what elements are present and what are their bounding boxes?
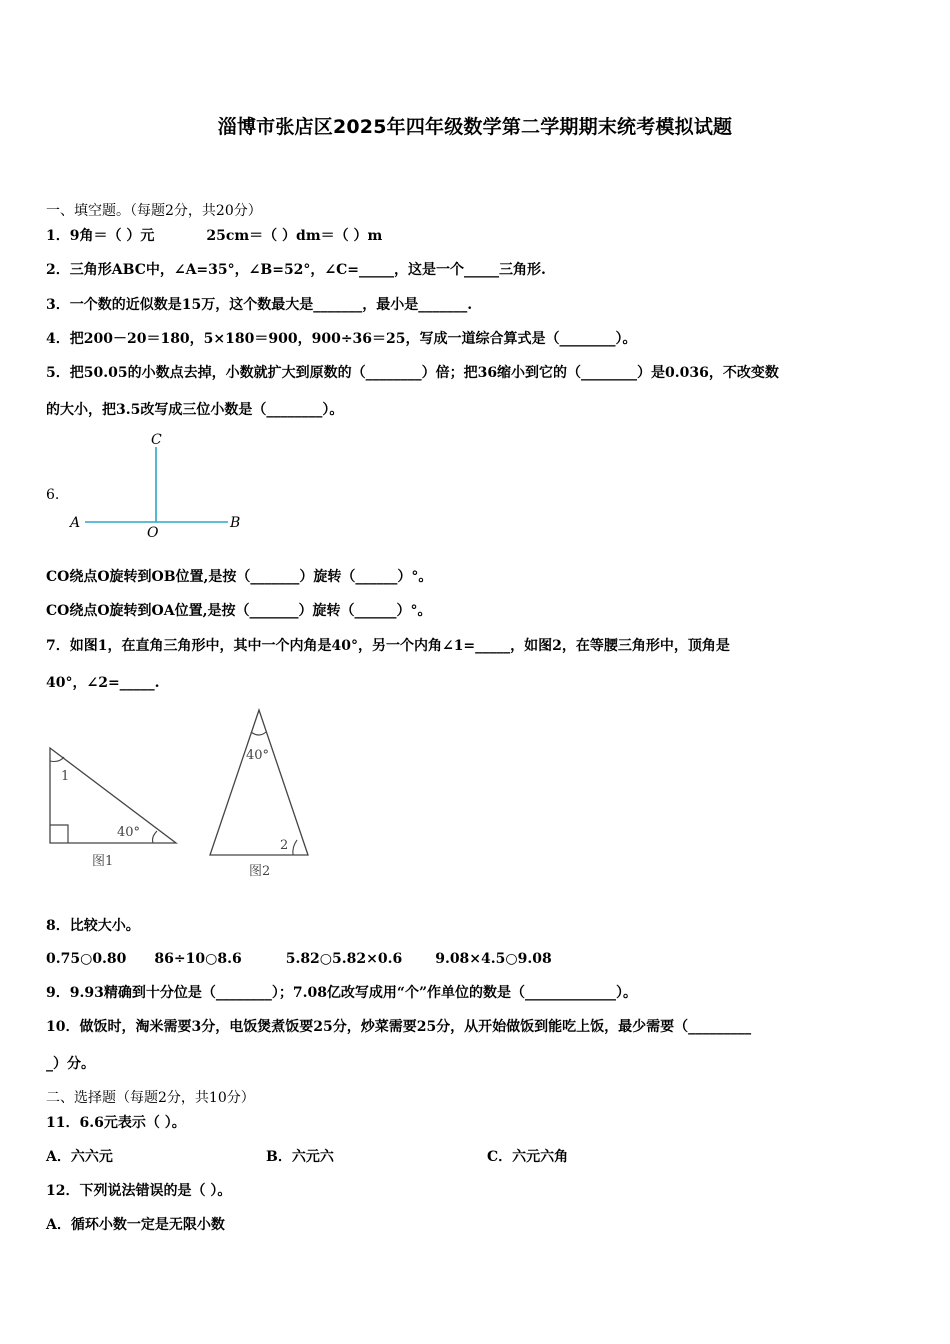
question-6-number: 6. bbox=[46, 487, 60, 503]
q7-figure-1 bbox=[40, 740, 185, 875]
question-7-line1: 7．如图1，在直角三角形中，其中一个内角是40°，另一个内角∠1=_____，如图2，在等腰三角形中，顶角是 bbox=[46, 638, 730, 654]
question-12-option-a: A．循环小数一定是无限小数 bbox=[46, 1217, 225, 1233]
fig2-angle-2: 2 bbox=[280, 838, 289, 853]
page-title: 淄博市张店区2025年四年级数学第二学期期末统考模拟试题 bbox=[217, 116, 733, 138]
fig1-caption: 图1 bbox=[92, 854, 114, 869]
question-11-option-b: B．六元六 bbox=[266, 1149, 334, 1165]
q1-part-a: 1．9角＝（ ）元 bbox=[46, 228, 155, 244]
question-11-option-a: A．六六元 bbox=[46, 1149, 113, 1165]
q7-figure-2 bbox=[200, 700, 320, 885]
question-6-line2: CO绕点O旋转到OA位置,是按（_______）旋转（______）°。 bbox=[46, 603, 432, 619]
q1-part-b: 25cm＝（ ）dm＝（ ）m bbox=[206, 228, 383, 244]
question-2: 2．三角形ABC中，∠A=35°，∠B=52°，∠C=_____，这是一个_____三角形. bbox=[46, 262, 546, 278]
question-9: 9．9.93精确到十分位是（________）；7.08亿改写成用“个”作单位的数是（_____________）。 bbox=[46, 985, 638, 1001]
question-11-option-c: C．六元六角 bbox=[487, 1149, 569, 1165]
question-1 bbox=[46, 226, 382, 246]
label-b: B bbox=[230, 515, 241, 531]
question-8: 8．比较大小。 bbox=[46, 918, 140, 934]
q8-item-4: 9.08×4.5○9.08 bbox=[435, 951, 552, 967]
question-8-items bbox=[46, 949, 552, 969]
q6-rotation-figure bbox=[60, 425, 260, 545]
q8-item-3: 5.82○5.82×0.6 bbox=[285, 951, 403, 967]
label-o: O bbox=[147, 525, 159, 541]
question-5-line1: 5．把50.05的小数点去掉，小数就扩大到原数的（________）倍；把36缩小到它的（________）是0.036，不改变数 bbox=[46, 365, 779, 381]
section2-heading: 二、选择题（每题2分，共10分） bbox=[46, 1090, 255, 1106]
fig1-angle-1: 1 bbox=[61, 769, 70, 784]
question-10-line2: _）分。 bbox=[46, 1056, 95, 1072]
question-12: 12．下列说法错误的是（ ）。 bbox=[46, 1183, 232, 1199]
question-6-line1: CO绕点O旋转到OB位置,是按（_______）旋转（______）°。 bbox=[46, 569, 433, 585]
section1-heading: 一、填空题。（每题2分，共20分） bbox=[46, 203, 262, 219]
question-5-line2: 的大小，把3.5改写成三位小数是（________）。 bbox=[46, 402, 344, 418]
fig2-angle-40: 40° bbox=[246, 748, 270, 763]
question-4: 4．把200－20＝180，5×180＝900，900÷36＝25，写成一道综合算式是（________）。 bbox=[46, 331, 637, 347]
question-11: 11．6.6元表示（ ）。 bbox=[46, 1115, 186, 1131]
question-10-line1: 10．做饭时，淘米需要3分，电饭煲煮饭要25分，炒菜需要25分，从开始做饭到能吃上饭，最少需要（_________ bbox=[46, 1019, 752, 1035]
label-a: A bbox=[70, 515, 81, 531]
q8-item-1: 0.75○0.80 bbox=[46, 951, 127, 967]
q8-item-2: 86÷10○8.6 bbox=[154, 951, 242, 967]
question-7-line2: 40°，∠2=_____. bbox=[46, 675, 160, 691]
fig2-caption: 图2 bbox=[249, 864, 271, 879]
fig1-angle-40: 40° bbox=[117, 825, 141, 840]
label-c: C bbox=[151, 432, 162, 448]
question-3: 3．一个数的近似数是15万，这个数最大是_______，最小是_______. bbox=[46, 297, 473, 313]
